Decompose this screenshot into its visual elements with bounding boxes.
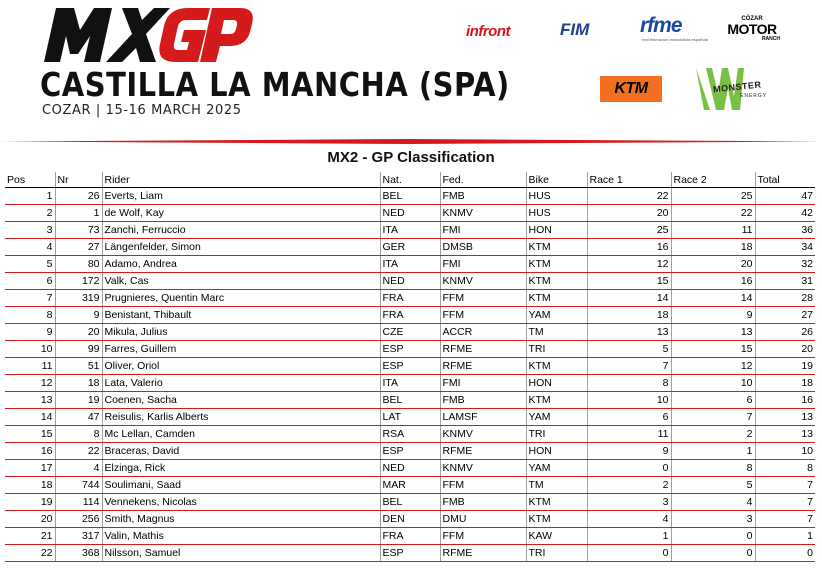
table-row [5, 443, 815, 460]
cell-pos: 1 [5, 188, 55, 205]
col-race1: Race 1 [587, 172, 671, 188]
cell-total: 0 [755, 545, 815, 562]
cell-bike: TRI [526, 426, 587, 443]
cell-race1: 22 [587, 188, 671, 205]
cell-nr: 319 [55, 290, 102, 307]
mxgp-logo [40, 6, 258, 64]
cell-pos: 16 [5, 443, 55, 460]
cell-race2: 3 [671, 511, 755, 528]
cell-race2: 11 [671, 222, 755, 239]
col-rider: Rider [102, 172, 380, 188]
cell-fed: DMU [440, 511, 526, 528]
cell-bike: YAM [526, 460, 587, 477]
cell-pos: 17 [5, 460, 55, 477]
cell-fed: FMB [440, 494, 526, 511]
cell-total: 32 [755, 256, 815, 273]
monster-logo-subtext: ENERGY [740, 93, 768, 99]
cell-bike: HON [526, 222, 587, 239]
cell-nat: NED [380, 273, 440, 290]
cell-race1: 4 [587, 511, 671, 528]
cell-race1: 14 [587, 290, 671, 307]
cell-pos: 13 [5, 392, 55, 409]
cell-race2: 6 [671, 392, 755, 409]
cell-nat: BEL [380, 188, 440, 205]
cell-rider: Mikula, Julius [102, 324, 380, 341]
cell-race1: 5 [587, 341, 671, 358]
cozar-logo-top: CÓZAR [741, 16, 763, 22]
table-row [5, 545, 815, 562]
cell-nat: BEL [380, 392, 440, 409]
cell-nat: LAT [380, 409, 440, 426]
table-row [5, 460, 815, 477]
cell-bike: KTM [526, 511, 587, 528]
cell-bike: YAM [526, 409, 587, 426]
cell-total: 7 [755, 511, 815, 528]
cell-rider: Benistant, Thibault [102, 307, 380, 324]
fim-logo: FIM [560, 20, 590, 39]
cell-nat: ESP [380, 341, 440, 358]
cell-bike: KTM [526, 494, 587, 511]
cell-race1: 10 [587, 392, 671, 409]
table-row [5, 511, 815, 528]
cell-fed: RFME [440, 358, 526, 375]
header-divider [0, 138, 822, 146]
cell-fed: FFM [440, 307, 526, 324]
monster-logo-text: MONSTER [712, 79, 762, 95]
cell-bike: TM [526, 477, 587, 494]
cell-nat: BEL [380, 494, 440, 511]
cell-pos: 10 [5, 341, 55, 358]
table-row [5, 205, 815, 222]
cell-fed: RFME [440, 545, 526, 562]
cell-nat: ESP [380, 358, 440, 375]
col-fed: Fed. [440, 172, 526, 188]
cell-race2: 22 [671, 205, 755, 222]
cell-fed: FMI [440, 375, 526, 392]
table-row [5, 477, 815, 494]
cell-race2: 0 [671, 545, 755, 562]
cell-race1: 1 [587, 528, 671, 545]
cell-total: 42 [755, 205, 815, 222]
cozar-motor-ranch-logo [722, 16, 782, 42]
cell-total: 1 [755, 528, 815, 545]
cell-nr: 9 [55, 307, 102, 324]
cell-nat: FRA [380, 528, 440, 545]
table-header-row [5, 172, 815, 188]
cell-total: 18 [755, 375, 815, 392]
cell-bike: KTM [526, 239, 587, 256]
cell-race1: 13 [587, 324, 671, 341]
cell-nr: 744 [55, 477, 102, 494]
cell-rider: Prugnieres, Quentin Marc [102, 290, 380, 307]
table-row [5, 256, 815, 273]
rfme-logo-subtext: real federación motociclista española [642, 37, 708, 42]
cell-race1: 9 [587, 443, 671, 460]
col-total: Total [755, 172, 815, 188]
cell-total: 26 [755, 324, 815, 341]
cell-bike: KTM [526, 256, 587, 273]
cell-race2: 14 [671, 290, 755, 307]
classification-title: MX2 - GP Classification [327, 149, 495, 166]
cell-race1: 2 [587, 477, 671, 494]
cell-nr: 368 [55, 545, 102, 562]
cell-race2: 8 [671, 460, 755, 477]
cell-rider: Farres, Guillem [102, 341, 380, 358]
cell-nat: CZE [380, 324, 440, 341]
cell-bike: TM [526, 324, 587, 341]
cell-nat: ESP [380, 545, 440, 562]
cell-race1: 11 [587, 426, 671, 443]
cell-bike: TRI [526, 341, 587, 358]
cell-total: 8 [755, 460, 815, 477]
cell-nat: ITA [380, 222, 440, 239]
cell-nr: 27 [55, 239, 102, 256]
cell-race1: 25 [587, 222, 671, 239]
cell-pos: 2 [5, 205, 55, 222]
cell-pos: 15 [5, 426, 55, 443]
cell-nr: 99 [55, 341, 102, 358]
col-nat: Nat. [380, 172, 440, 188]
cell-pos: 14 [5, 409, 55, 426]
cell-bike: YAM [526, 307, 587, 324]
cell-rider: Elzinga, Rick [102, 460, 380, 477]
cell-rider: Braceras, David [102, 443, 380, 460]
cell-race2: 12 [671, 358, 755, 375]
cell-pos: 4 [5, 239, 55, 256]
cell-nr: 4 [55, 460, 102, 477]
cell-race2: 9 [671, 307, 755, 324]
cell-pos: 11 [5, 358, 55, 375]
cell-bike: KTM [526, 273, 587, 290]
col-nr: Nr [55, 172, 102, 188]
cozar-logo-bottom: RANCH [761, 36, 780, 42]
col-pos: Pos [5, 172, 55, 188]
event-header [0, 0, 822, 150]
cell-pos: 22 [5, 545, 55, 562]
cell-rider: Vennekens, Nicolas [102, 494, 380, 511]
rfme-logo: rfme [640, 14, 682, 37]
cell-total: 20 [755, 341, 815, 358]
cell-bike: KAW [526, 528, 587, 545]
cell-total: 47 [755, 188, 815, 205]
cell-total: 27 [755, 307, 815, 324]
cell-rider: Everts, Liam [102, 188, 380, 205]
cell-rider: de Wolf, Kay [102, 205, 380, 222]
cell-nr: 73 [55, 222, 102, 239]
cell-nr: 51 [55, 358, 102, 375]
cell-nr: 18 [55, 375, 102, 392]
cell-race1: 16 [587, 239, 671, 256]
cell-race2: 15 [671, 341, 755, 358]
cell-fed: FFM [440, 477, 526, 494]
cell-pos: 6 [5, 273, 55, 290]
cell-total: 13 [755, 409, 815, 426]
cell-race1: 0 [587, 545, 671, 562]
cell-nr: 19 [55, 392, 102, 409]
cozar-logo-main: MOTOR [727, 21, 777, 37]
table-row [5, 324, 815, 341]
cell-pos: 20 [5, 511, 55, 528]
cell-fed: FMB [440, 188, 526, 205]
cell-total: 7 [755, 477, 815, 494]
cell-fed: KNMV [440, 273, 526, 290]
cell-total: 28 [755, 290, 815, 307]
cell-rider: Adamo, Andrea [102, 256, 380, 273]
table-row [5, 426, 815, 443]
cell-race1: 20 [587, 205, 671, 222]
cell-nr: 172 [55, 273, 102, 290]
table-row [5, 239, 815, 256]
cell-fed: FFM [440, 528, 526, 545]
cell-total: 7 [755, 494, 815, 511]
cell-race2: 1 [671, 443, 755, 460]
cell-race1: 18 [587, 307, 671, 324]
cell-fed: DMSB [440, 239, 526, 256]
cell-pos: 3 [5, 222, 55, 239]
cell-race2: 5 [671, 477, 755, 494]
table-row [5, 341, 815, 358]
cell-fed: ACCR [440, 324, 526, 341]
cell-bike: HUS [526, 188, 587, 205]
cell-nat: GER [380, 239, 440, 256]
table-row [5, 392, 815, 409]
cell-fed: KNMV [440, 460, 526, 477]
cell-pos: 7 [5, 290, 55, 307]
cell-total: 34 [755, 239, 815, 256]
cell-rider: Lata, Valerio [102, 375, 380, 392]
table-row [5, 290, 815, 307]
table-row [5, 528, 815, 545]
cell-nr: 47 [55, 409, 102, 426]
cell-race1: 7 [587, 358, 671, 375]
cell-race2: 20 [671, 256, 755, 273]
cell-total: 10 [755, 443, 815, 460]
cell-nat: ITA [380, 256, 440, 273]
cell-nat: FRA [380, 307, 440, 324]
table-row [5, 358, 815, 375]
cell-race2: 25 [671, 188, 755, 205]
cell-total: 36 [755, 222, 815, 239]
table-row [5, 409, 815, 426]
cell-pos: 19 [5, 494, 55, 511]
cell-nat: NED [380, 205, 440, 222]
cell-nat: DEN [380, 511, 440, 528]
cell-rider: Mc Lellan, Camden [102, 426, 380, 443]
cell-nr: 256 [55, 511, 102, 528]
cell-total: 19 [755, 358, 815, 375]
cell-nr: 20 [55, 324, 102, 341]
cell-nat: FRA [380, 290, 440, 307]
cell-race1: 6 [587, 409, 671, 426]
cell-race2: 13 [671, 324, 755, 341]
cell-nat: ITA [380, 375, 440, 392]
col-race2: Race 2 [671, 172, 755, 188]
cell-rider: Soulimani, Saad [102, 477, 380, 494]
cell-race1: 15 [587, 273, 671, 290]
cell-race2: 18 [671, 239, 755, 256]
cell-rider: Längenfelder, Simon [102, 239, 380, 256]
cell-rider: Valk, Cas [102, 273, 380, 290]
cell-total: 31 [755, 273, 815, 290]
ktm-logo: KTM [600, 76, 662, 102]
cell-race2: 16 [671, 273, 755, 290]
table-row [5, 494, 815, 511]
cell-bike: HON [526, 375, 587, 392]
cell-race1: 3 [587, 494, 671, 511]
cell-race2: 2 [671, 426, 755, 443]
cell-nr: 8 [55, 426, 102, 443]
table-row [5, 222, 815, 239]
cell-total: 13 [755, 426, 815, 443]
cell-race2: 7 [671, 409, 755, 426]
cell-race1: 8 [587, 375, 671, 392]
cell-bike: TRI [526, 545, 587, 562]
cell-fed: KNMV [440, 205, 526, 222]
infront-logo: infront [466, 23, 510, 40]
event-title: CASTILLA LA MANCHA (SPA) [40, 66, 510, 105]
cell-pos: 5 [5, 256, 55, 273]
cell-pos: 12 [5, 375, 55, 392]
table-row [5, 375, 815, 392]
cell-rider: Nilsson, Samuel [102, 545, 380, 562]
cell-pos: 18 [5, 477, 55, 494]
cell-pos: 8 [5, 307, 55, 324]
cell-fed: RFME [440, 443, 526, 460]
cell-race1: 12 [587, 256, 671, 273]
cell-bike: HUS [526, 205, 587, 222]
cell-race2: 0 [671, 528, 755, 545]
cell-nr: 22 [55, 443, 102, 460]
cell-rider: Smith, Magnus [102, 511, 380, 528]
cell-bike: HON [526, 443, 587, 460]
cell-nat: RSA [380, 426, 440, 443]
cell-nr: 1 [55, 205, 102, 222]
cell-race2: 10 [671, 375, 755, 392]
col-bike: Bike [526, 172, 587, 188]
event-subtitle: COZAR | 15-16 MARCH 2025 [42, 103, 242, 118]
cell-fed: FMB [440, 392, 526, 409]
cell-pos: 9 [5, 324, 55, 341]
table-row [5, 188, 815, 205]
cell-fed: KNMV [440, 426, 526, 443]
cell-fed: FFM [440, 290, 526, 307]
cell-bike: KTM [526, 358, 587, 375]
cell-nat: NED [380, 460, 440, 477]
cell-pos: 21 [5, 528, 55, 545]
cell-nat: ESP [380, 443, 440, 460]
cell-fed: FMI [440, 256, 526, 273]
cell-rider: Coenen, Sacha [102, 392, 380, 409]
cell-race1: 0 [587, 460, 671, 477]
cell-total: 16 [755, 392, 815, 409]
cell-fed: FMI [440, 222, 526, 239]
table-row [5, 307, 815, 324]
cell-bike: KTM [526, 392, 587, 409]
results-table [5, 172, 815, 562]
cell-fed: LAMSF [440, 409, 526, 426]
cell-rider: Oliver, Oriol [102, 358, 380, 375]
cell-fed: RFME [440, 341, 526, 358]
table-row [5, 273, 815, 290]
cell-rider: Valin, Mathis [102, 528, 380, 545]
cell-rider: Reisulis, Karlis Alberts [102, 409, 380, 426]
cell-nr: 317 [55, 528, 102, 545]
cell-nat: MAR [380, 477, 440, 494]
cell-race2: 4 [671, 494, 755, 511]
cell-nr: 80 [55, 256, 102, 273]
cell-nr: 26 [55, 188, 102, 205]
results-body [5, 188, 815, 562]
cell-rider: Zanchi, Ferruccio [102, 222, 380, 239]
cell-nr: 114 [55, 494, 102, 511]
cell-bike: KTM [526, 290, 587, 307]
